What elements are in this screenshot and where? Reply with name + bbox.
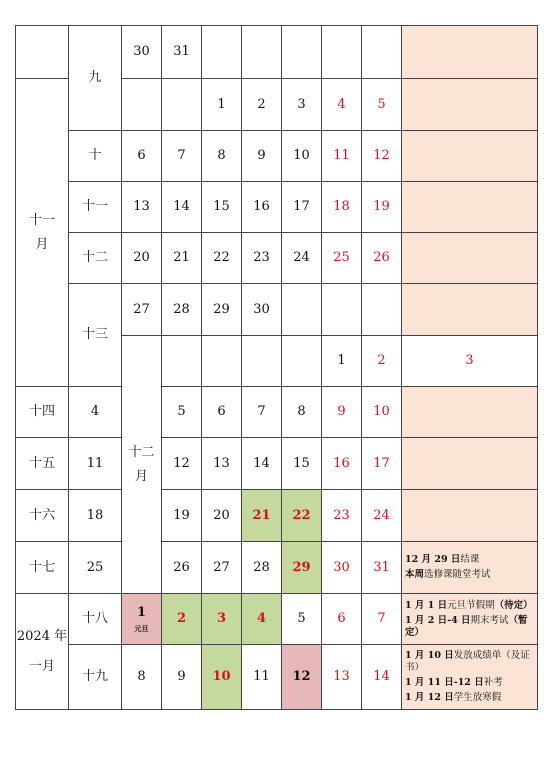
day-cell: 22 bbox=[202, 233, 242, 284]
month-cell-january bbox=[16, 594, 69, 710]
day-cell: 11 bbox=[322, 131, 362, 182]
day-cell-holiday bbox=[122, 594, 162, 645]
note-text: 期末考试 bbox=[470, 614, 509, 626]
note-cell bbox=[402, 131, 538, 182]
month-label: 一月 bbox=[28, 658, 55, 674]
day-cell: 5 bbox=[362, 79, 402, 131]
day-cell: 7 bbox=[362, 594, 402, 645]
day-cell: 11 bbox=[69, 438, 122, 490]
day-cell: 8 bbox=[282, 387, 322, 438]
day-cell: 3 bbox=[282, 79, 322, 131]
note-line bbox=[405, 615, 534, 639]
note-line bbox=[405, 600, 534, 612]
day-cell: 19 bbox=[162, 490, 202, 542]
day-cell bbox=[362, 26, 402, 79]
week-cell: 九 bbox=[69, 26, 122, 131]
note-tail: （暂定） bbox=[405, 614, 528, 638]
day-cell: 7 bbox=[162, 131, 202, 182]
day-cell: 24 bbox=[362, 490, 402, 542]
day-cell: 1 bbox=[322, 336, 362, 387]
day-cell bbox=[202, 26, 242, 79]
day-cell: 5 bbox=[282, 594, 322, 645]
day-cell: 9 bbox=[162, 645, 202, 710]
note-date: 1 月 12 日 bbox=[405, 692, 454, 703]
day-cell-exam: 3 bbox=[202, 594, 242, 645]
day-cell: 13 bbox=[322, 645, 362, 710]
day-cell bbox=[322, 284, 362, 336]
day-cell: 14 bbox=[162, 182, 202, 233]
day-cell: 8 bbox=[202, 131, 242, 182]
week-cell: 十五 bbox=[16, 438, 69, 490]
note-cell bbox=[402, 233, 538, 284]
day-cell: 24 bbox=[282, 233, 322, 284]
day-cell: 15 bbox=[202, 182, 242, 233]
note-text: 发放成绩单（及证书） bbox=[405, 650, 530, 673]
day-cell: 2 bbox=[362, 336, 402, 387]
day-cell bbox=[162, 79, 202, 131]
day-cell: 31 bbox=[362, 542, 402, 594]
day-cell bbox=[322, 26, 362, 79]
note-line bbox=[405, 692, 534, 704]
day-cell-exam: 22 bbox=[282, 490, 322, 542]
note-cell bbox=[402, 438, 538, 490]
day-cell: 12 bbox=[162, 438, 202, 490]
note-text: 学生放寒假 bbox=[453, 692, 502, 703]
note-text: 补考 bbox=[483, 677, 503, 688]
day-cell: 30 bbox=[242, 284, 282, 336]
table-row bbox=[16, 438, 538, 490]
day-cell-exam: 29 bbox=[282, 542, 322, 594]
day-cell: 6 bbox=[202, 387, 242, 438]
day-cell: 14 bbox=[362, 645, 402, 710]
day-cell: 14 bbox=[242, 438, 282, 490]
day-cell: 8 bbox=[122, 645, 162, 710]
week-cell: 十六 bbox=[16, 490, 69, 542]
day-cell bbox=[362, 284, 402, 336]
day-cell: 26 bbox=[362, 233, 402, 284]
day-cell: 21 bbox=[162, 233, 202, 284]
week-cell: 十七 bbox=[16, 542, 69, 594]
day-cell: 17 bbox=[282, 182, 322, 233]
academic-calendar-table bbox=[15, 25, 538, 710]
day-cell-exam: 21 bbox=[242, 490, 282, 542]
month-cell-november bbox=[16, 79, 69, 387]
day-cell: 3 bbox=[402, 336, 538, 387]
day-cell-exam: 10 bbox=[202, 645, 242, 710]
day-cell-exam: 4 bbox=[242, 594, 282, 645]
note-line bbox=[405, 569, 534, 581]
day-cell: 6 bbox=[122, 131, 162, 182]
day-cell: 18 bbox=[322, 182, 362, 233]
day-cell: 17 bbox=[362, 438, 402, 490]
day-cell: 30 bbox=[322, 542, 362, 594]
month-label: 十一 月 bbox=[29, 212, 56, 252]
note-cell bbox=[402, 387, 538, 438]
day-cell: 20 bbox=[202, 490, 242, 542]
day-cell: 12 bbox=[362, 131, 402, 182]
day-cell: 27 bbox=[122, 284, 162, 336]
table-row bbox=[16, 490, 538, 542]
day-cell: 2 bbox=[242, 79, 282, 131]
day-cell bbox=[242, 336, 282, 387]
week-cell: 十二 bbox=[69, 233, 122, 284]
day-cell: 28 bbox=[242, 542, 282, 594]
table-row bbox=[16, 131, 538, 182]
note-cell-week19 bbox=[402, 645, 538, 710]
table-row bbox=[16, 233, 538, 284]
table-row bbox=[16, 594, 538, 645]
day-cell: 9 bbox=[242, 131, 282, 182]
table-row bbox=[16, 182, 538, 233]
day-cell: 9 bbox=[322, 387, 362, 438]
day-cell bbox=[242, 26, 282, 79]
day-cell: 31 bbox=[162, 26, 202, 79]
day-cell bbox=[122, 79, 162, 131]
table-row bbox=[16, 26, 538, 79]
day-cell: 23 bbox=[322, 490, 362, 542]
note-cell bbox=[402, 284, 538, 336]
table-row bbox=[16, 645, 538, 710]
week-cell: 十四 bbox=[16, 387, 69, 438]
day-cell: 4 bbox=[69, 387, 122, 438]
day-cell: 25 bbox=[69, 542, 122, 594]
month-label: 十二 月 bbox=[128, 444, 155, 484]
day-cell: 5 bbox=[162, 387, 202, 438]
note-date: 1 月 11 日-12 日 bbox=[405, 677, 484, 688]
day-cell: 6 bbox=[322, 594, 362, 645]
table-row bbox=[16, 284, 538, 336]
day-cell: 29 bbox=[202, 284, 242, 336]
day-cell: 16 bbox=[242, 182, 282, 233]
day-cell bbox=[282, 284, 322, 336]
day-cell bbox=[202, 336, 242, 387]
note-cell-week18 bbox=[402, 594, 538, 645]
day-cell: 27 bbox=[202, 542, 242, 594]
day-cell: 19 bbox=[362, 182, 402, 233]
day-cell: 11 bbox=[242, 645, 282, 710]
year-label: 2024 年 bbox=[16, 628, 68, 644]
week-cell: 十一 bbox=[69, 182, 122, 233]
note-text: 元旦节假期 bbox=[447, 599, 495, 611]
note-date: 1 月 1 日 bbox=[405, 599, 448, 611]
note-line bbox=[405, 677, 534, 689]
holiday-label: 元旦 bbox=[134, 623, 149, 633]
day-cell: 13 bbox=[122, 182, 162, 233]
day-cell: 26 bbox=[162, 542, 202, 594]
note-date: 本周 bbox=[405, 569, 425, 580]
day-cell: 10 bbox=[282, 131, 322, 182]
note-date: 12 月 29 日 bbox=[405, 554, 461, 565]
day-cell: 30 bbox=[122, 26, 162, 79]
note-line bbox=[405, 554, 534, 566]
week-cell: 十三 bbox=[69, 284, 122, 387]
note-tail: （待定） bbox=[494, 599, 533, 611]
day-cell: 13 bbox=[202, 438, 242, 490]
day-cell: 4 bbox=[322, 79, 362, 131]
note-date: 1 月 2 日-4 日 bbox=[405, 614, 471, 626]
day-cell: 1 bbox=[202, 79, 242, 131]
note-cell bbox=[402, 79, 538, 131]
day-cell: 7 bbox=[242, 387, 282, 438]
day-cell: 25 bbox=[322, 233, 362, 284]
day-cell: 28 bbox=[162, 284, 202, 336]
day-cell bbox=[282, 336, 322, 387]
table-row bbox=[16, 542, 538, 594]
day-cell-holiday: 12 bbox=[282, 645, 322, 710]
day-cell: 10 bbox=[362, 387, 402, 438]
week-cell: 十九 bbox=[69, 645, 122, 710]
day-cell-exam: 2 bbox=[162, 594, 202, 645]
day-cell bbox=[282, 26, 322, 79]
table-row bbox=[16, 387, 538, 438]
note-cell-week17 bbox=[402, 542, 538, 594]
note-cell bbox=[402, 182, 538, 233]
day-cell: 23 bbox=[242, 233, 282, 284]
day-cell: 20 bbox=[122, 233, 162, 284]
day-cell: 16 bbox=[322, 438, 362, 490]
note-text: 结课 bbox=[460, 554, 480, 565]
day-cell bbox=[162, 336, 202, 387]
month-cell-december bbox=[122, 336, 162, 594]
week-cell: 十八 bbox=[69, 594, 122, 645]
day-cell: 18 bbox=[69, 490, 122, 542]
note-cell bbox=[402, 490, 538, 542]
month-cell-empty bbox=[16, 26, 69, 79]
day-number: 1 bbox=[136, 605, 147, 620]
week-cell: 十 bbox=[69, 131, 122, 182]
note-line bbox=[405, 650, 534, 674]
note-cell bbox=[402, 26, 538, 79]
note-text: 选修课随堂考试 bbox=[424, 569, 491, 580]
day-cell: 15 bbox=[282, 438, 322, 490]
note-date: 1 月 10 日 bbox=[405, 650, 454, 661]
